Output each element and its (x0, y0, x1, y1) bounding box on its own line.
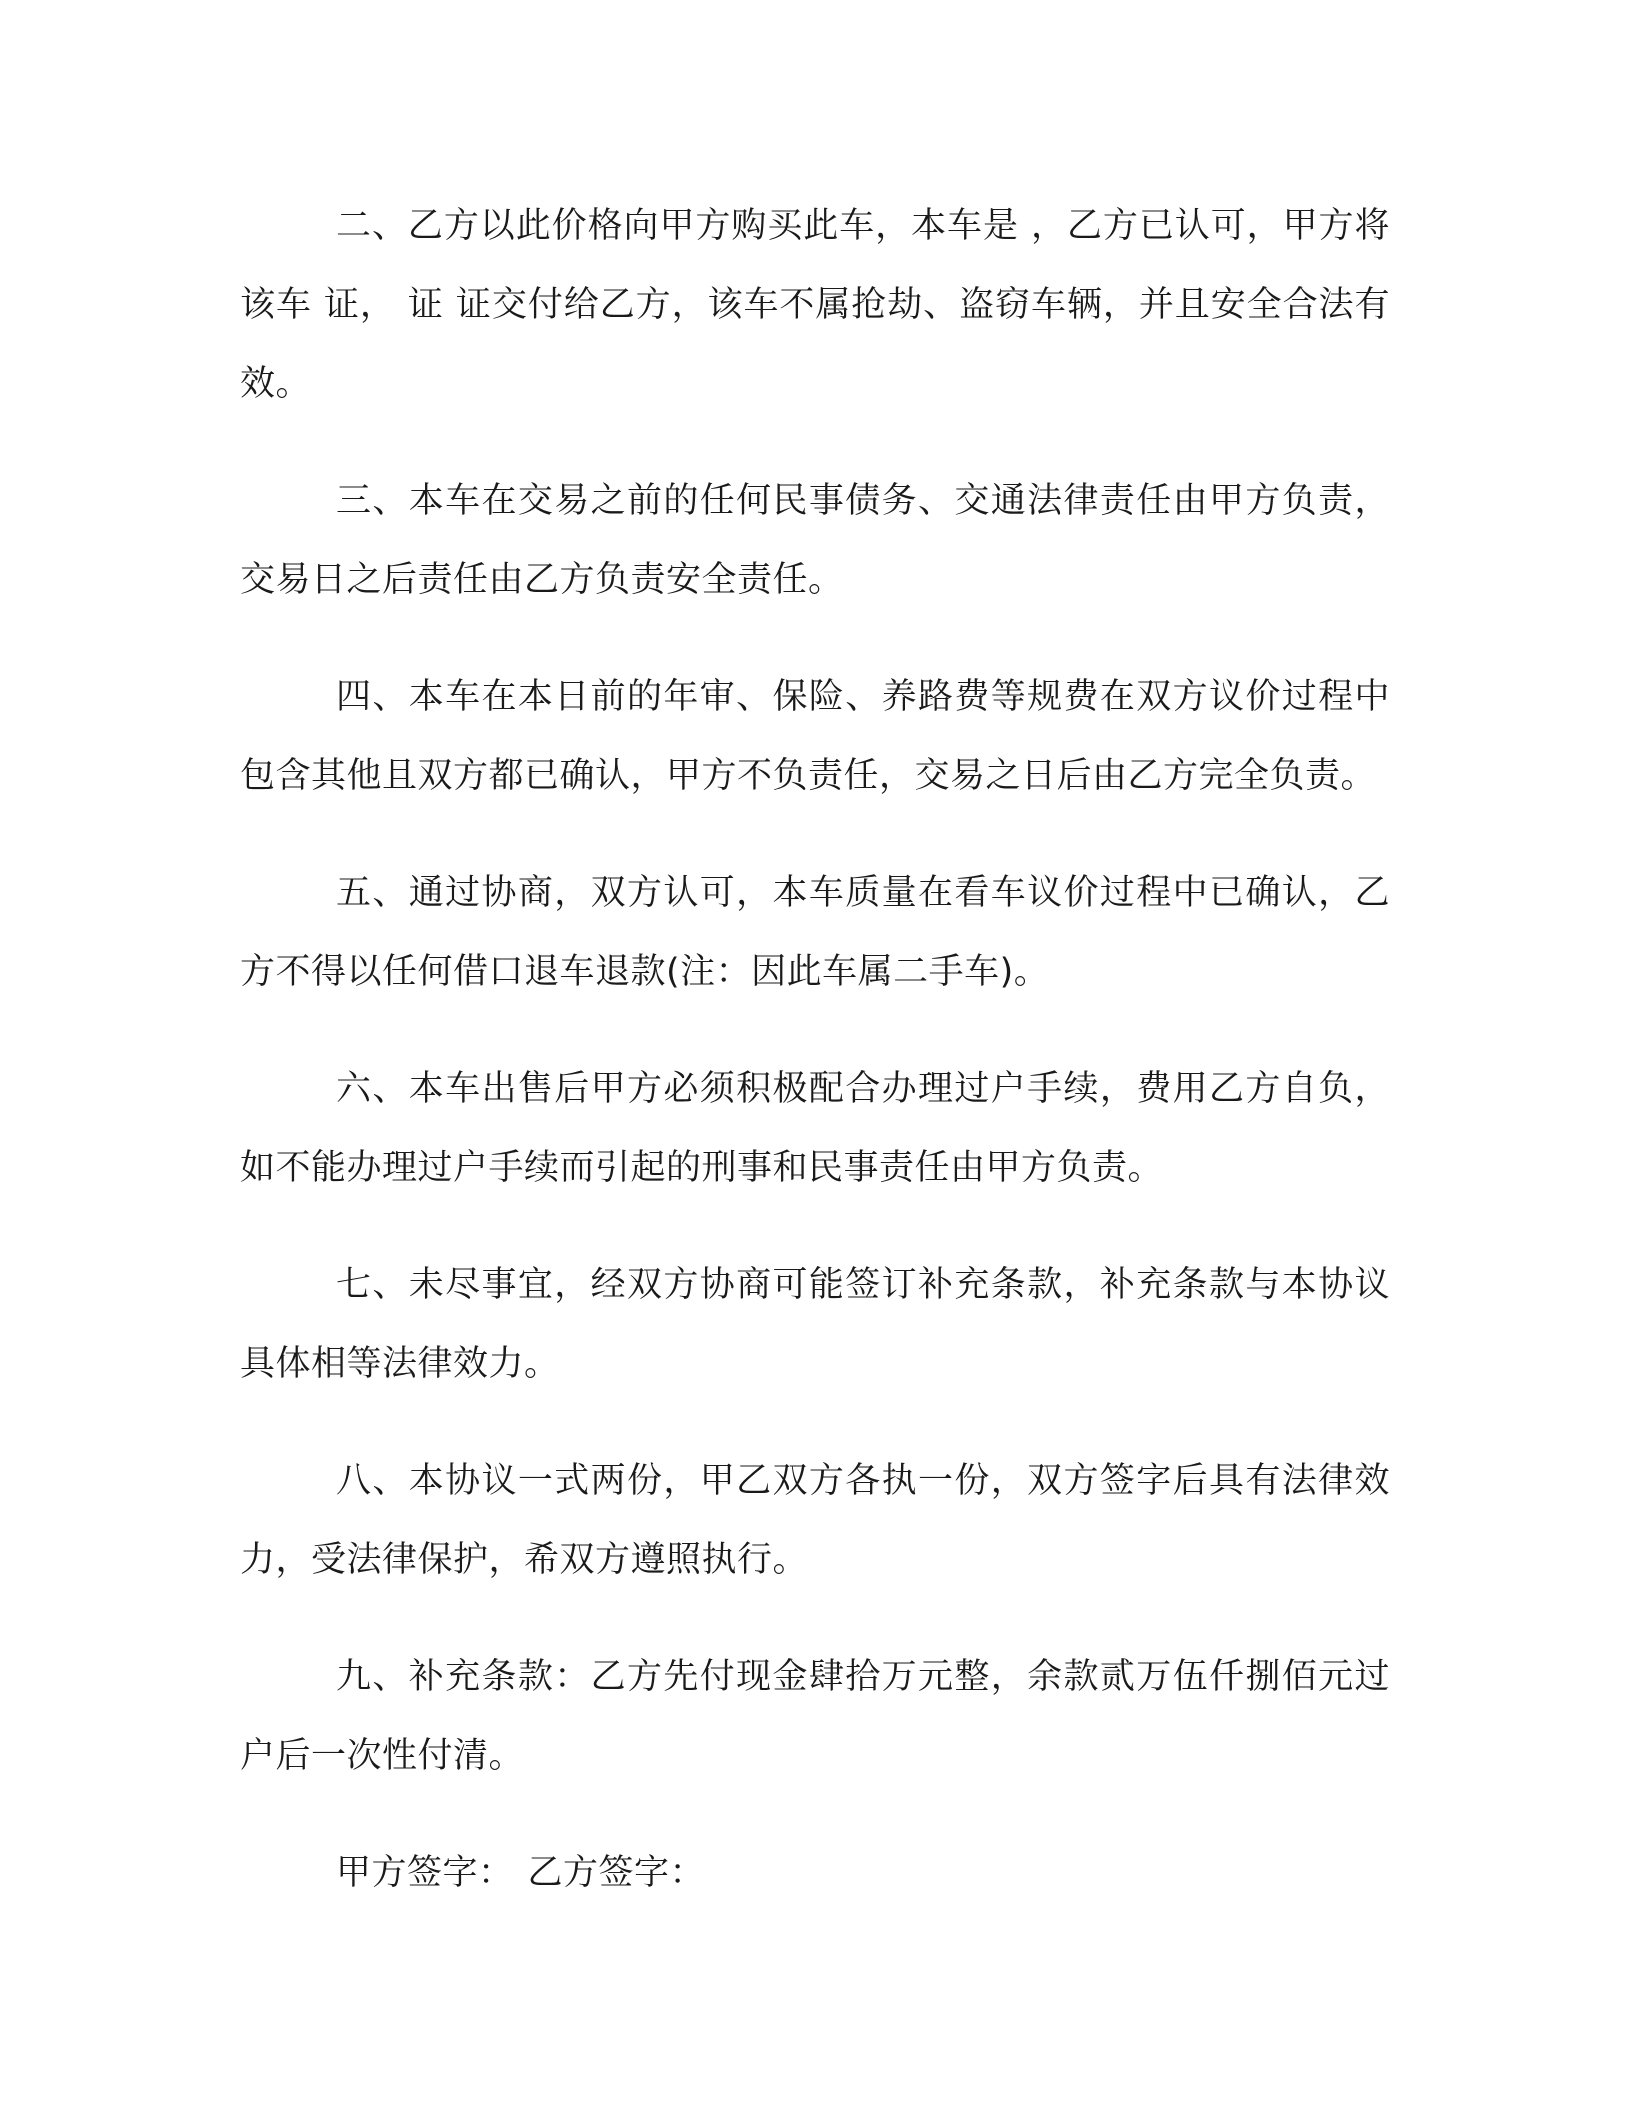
clause-7: 七、未尽事宜，经双方协商可能签订补充条款，补充条款与本协议具体相等法律效力。 (240, 1265, 1390, 1384)
contract-body (240, 187, 1390, 1913)
party-a-signature-label: 甲方签字： (336, 1853, 514, 1893)
party-b-signature-label: 乙方签字： (527, 1853, 706, 1893)
clause-4: 四、本车在本日前的年审、保险、养路费等规费在双方议价过程中包含其他且双方都已确认，甲方不负责任，交易之日后由乙方完全负责。 (240, 677, 1390, 796)
clause-6: 六、本车出售后甲方必须积极配合办理过户手续，费用乙方自负，如不能办理过户手续而引起的刑事和民事责任由甲方负责。 (240, 1069, 1390, 1188)
signature-line (240, 1834, 1390, 1913)
clause-5: 五、通过协商，双方认可，本车质量在看车议价过程中已确认，乙方不得以任何借口退车退款(注：因此车属二手车)。 (240, 873, 1390, 992)
clause-3: 三、本车在交易之前的任何民事债务、交通法律责任由甲方负责，交易日之后责任由乙方负责安全责任。 (240, 481, 1390, 600)
clause-9: 九、补充条款：乙方先付现金肆拾万元整，余款贰万伍仟捌佰元过户后一次性付清。 (240, 1657, 1390, 1776)
clause-2: 二、乙方以此价格向甲方购买此车，本车是 ，乙方已认可，甲方将该车 证， 证 证交付给乙方，该车不属抢劫、盗窃车辆，并且安全合法有效。 (240, 206, 1390, 404)
clause-8: 八、本协议一式两份，甲乙双方各执一份，双方签字后具有法律效力，受法律保护，希双方遵照执行。 (240, 1461, 1390, 1580)
